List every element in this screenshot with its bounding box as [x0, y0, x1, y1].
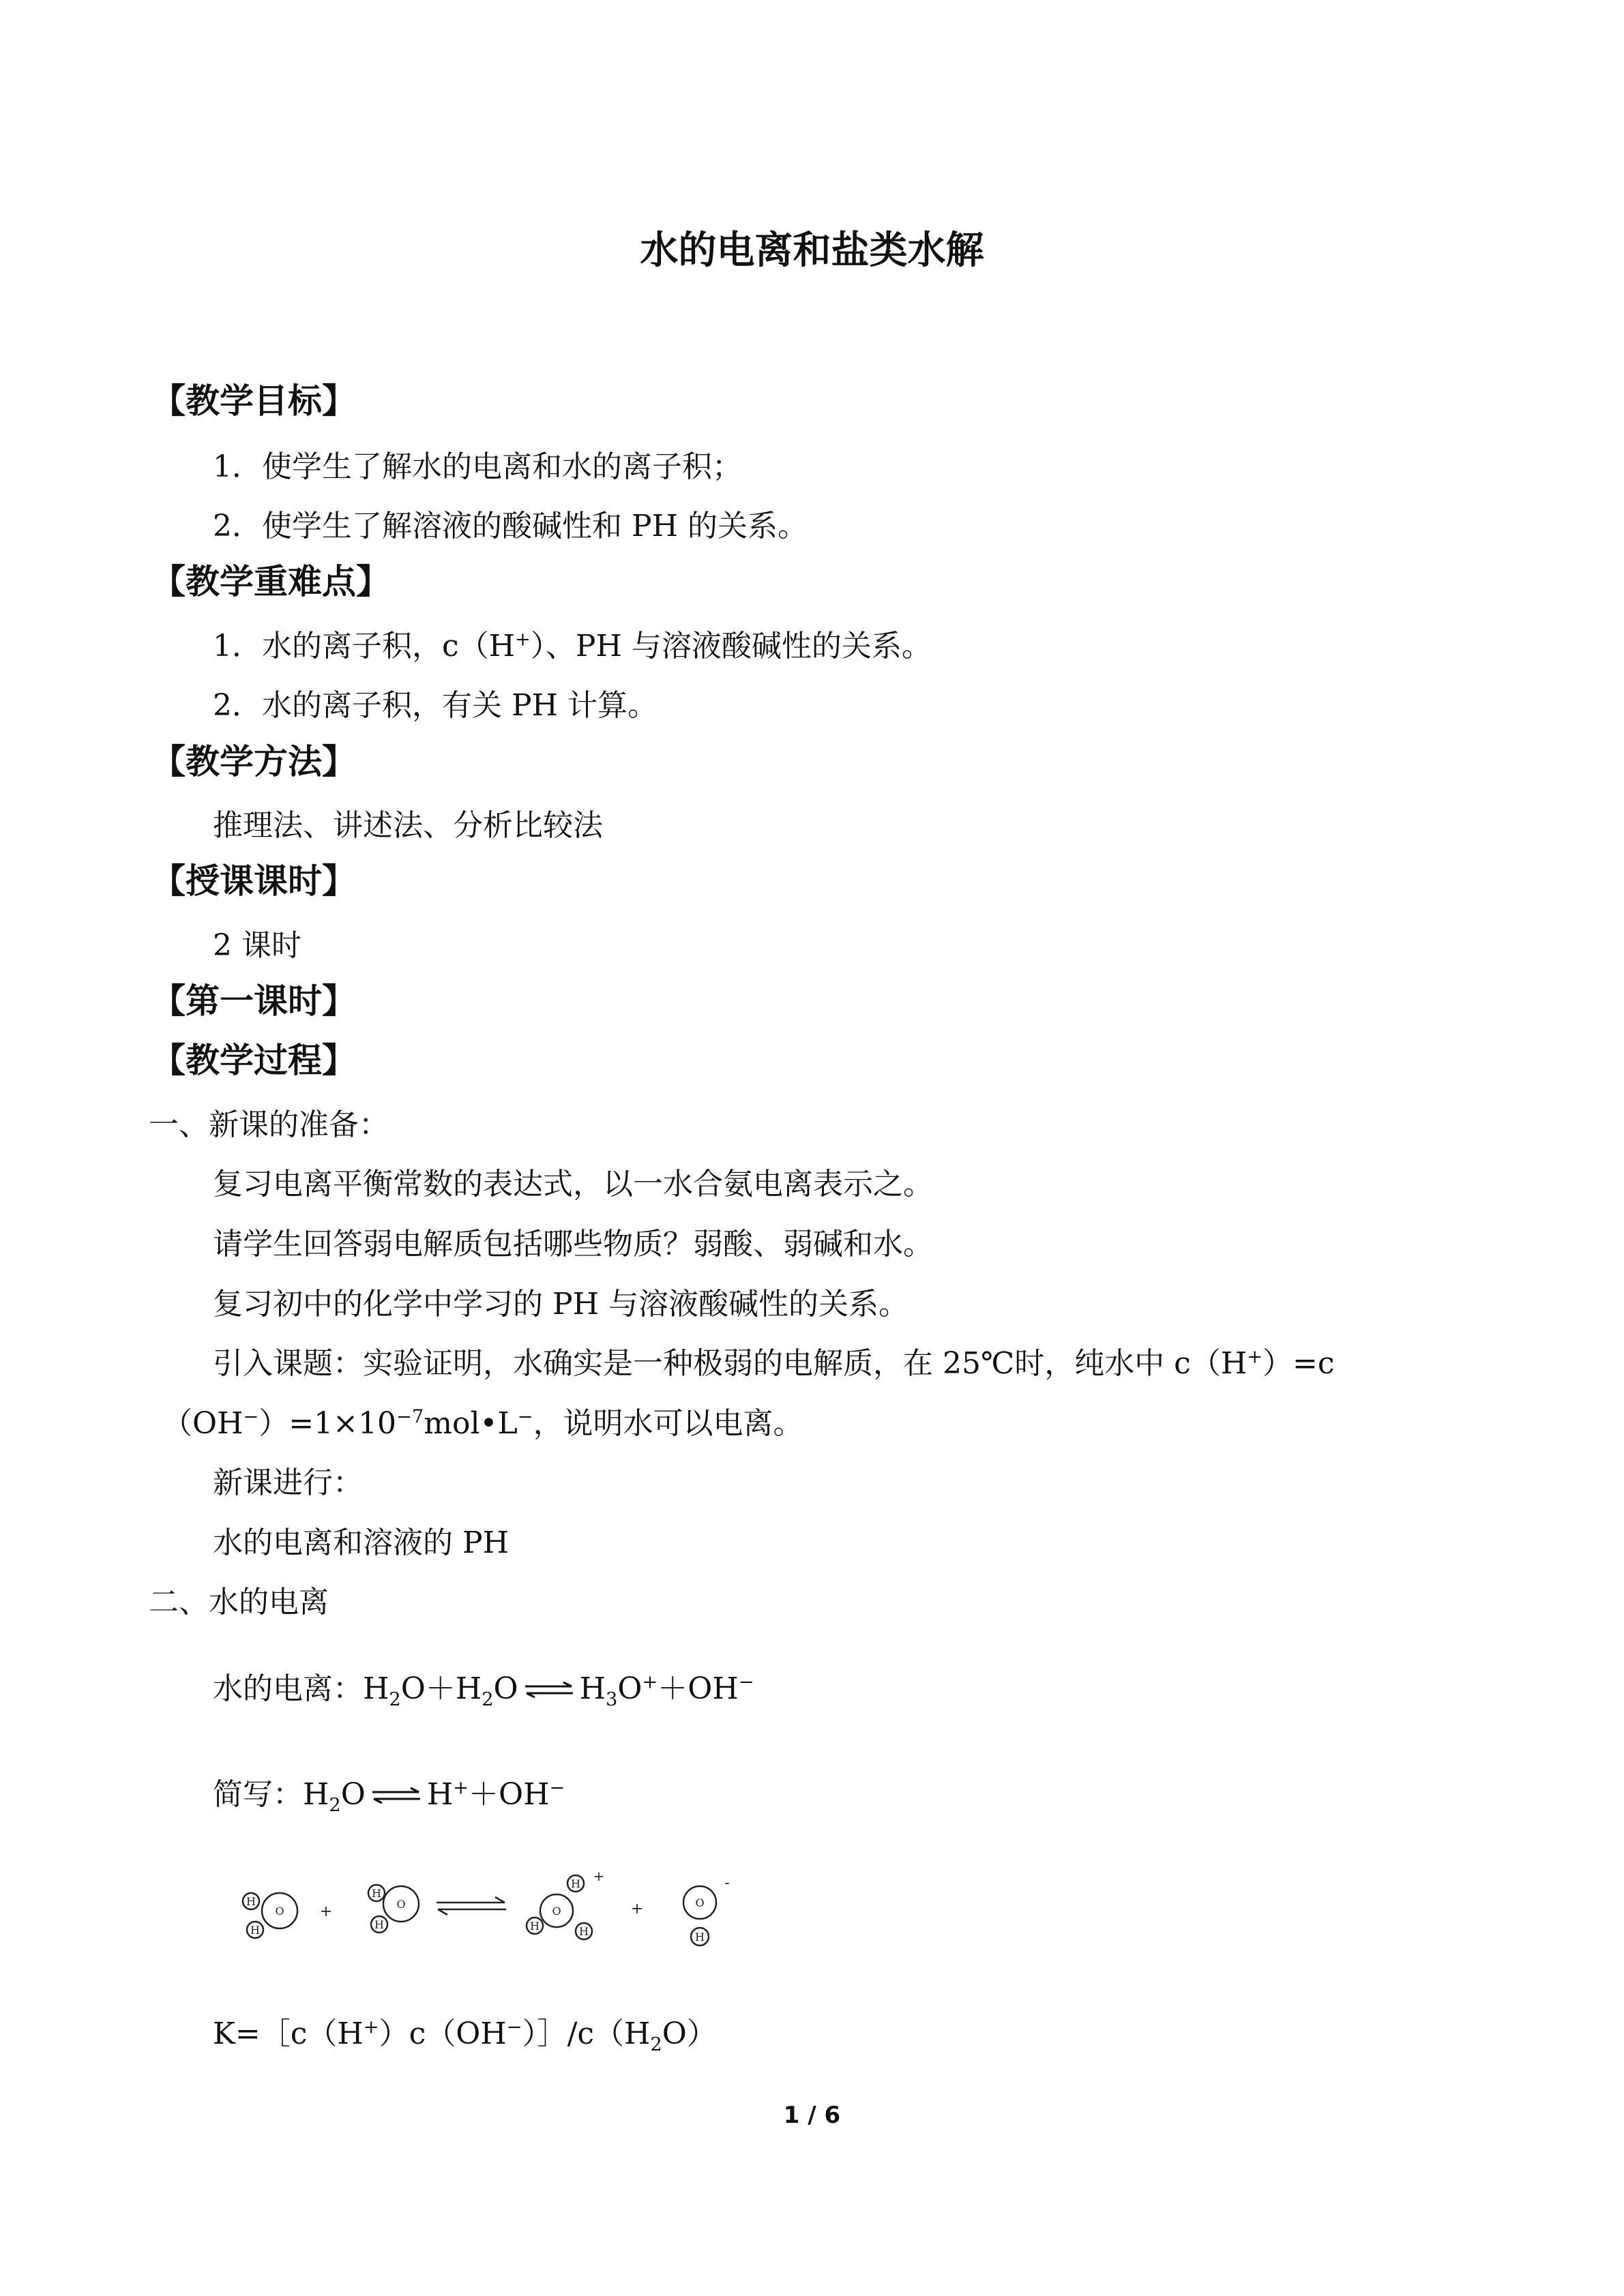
intro-line-1: 引入课题：实验证明，水确实是一种极弱的电解质，在 25℃时，纯水中 c（H+）=c: [213, 1346, 1335, 1381]
equilibrium-arrow-icon: [437, 1897, 506, 1915]
keypoints-heading: 【教学重难点】: [151, 562, 390, 601]
plus-sign: +: [319, 1903, 333, 1920]
atom-label: H: [246, 1895, 256, 1908]
plus-sign: +: [630, 1900, 644, 1918]
new-lesson-topic: 水的电离和溶液的 PH: [213, 1525, 509, 1560]
hydronium-ion: [527, 1868, 604, 1939]
methods-heading: 【教学方法】: [151, 742, 356, 781]
new-lesson-label: 新课进行：: [213, 1465, 363, 1500]
atom-label: O: [695, 1896, 705, 1909]
methods-text: 推理法、讲述法、分析比较法: [213, 808, 603, 843]
atom-label: H: [530, 1920, 540, 1933]
atom-label: H: [695, 1930, 705, 1943]
review-line-1: 复习电离平衡常数的表达式，以一水合氨电离表示之。: [213, 1167, 933, 1202]
equilibrium-arrow-icon: [522, 1680, 576, 1703]
ionization-equation: 水的电离：$H_2O+H_2O$ $H_3O^++OH^-$: [213, 1671, 754, 1710]
page-number: 1 / 6: [783, 2102, 841, 2129]
atom-label: O: [396, 1898, 406, 1911]
water-molecule-1: [243, 1893, 297, 1938]
atom-label: H: [579, 1925, 589, 1938]
review-line-3: 复习初中的化学中学习的 PH 与溶液酸碱性的关系。: [213, 1287, 909, 1322]
hours-heading: 【授课课时】: [151, 861, 356, 901]
atom-label: H: [372, 1887, 381, 1900]
review-line-2: 请学生回答弱电解质包括哪些物质？弱酸、弱碱和水。: [213, 1227, 933, 1262]
part1-heading: 一、新课的准备：: [149, 1107, 389, 1142]
atom-label: O: [552, 1905, 561, 1918]
goal-item-2: 2．使学生了解溶液的酸碱性和 PH 的关系。: [213, 509, 808, 543]
atom-label: H: [571, 1877, 580, 1890]
hours-text: 2 课时: [213, 928, 301, 963]
keypoint-item-2: 2．水的离子积，有关 PH 计算。: [213, 688, 658, 723]
positive-charge: +: [593, 1868, 605, 1884]
atom-label: H: [374, 1918, 384, 1931]
page-title: 水的电离和盐类水解: [640, 228, 984, 273]
negative-charge: -: [724, 1875, 730, 1892]
water-molecule-2: [368, 1885, 419, 1933]
short-equation: 简写：$H_2O$ H+＋OH−: [213, 1777, 565, 1816]
first-lesson-heading: 【第一课时】: [151, 981, 356, 1021]
keypoint-item-1: 1．水的离子积，c（H+）、PH 与溶液酸碱性的关系。: [213, 629, 932, 664]
atom-label: H: [250, 1924, 260, 1937]
intro-line-2: $(OH^-)=1\times 10^{-7}mol•L^-$，说明水可以电离。: [162, 1406, 803, 1441]
atom-label: O: [275, 1905, 284, 1918]
goal-item-1: 1．使学生了解水的电离和水的离子积；: [213, 449, 742, 484]
process-heading: 【教学过程】: [151, 1041, 356, 1080]
equilibrium-arrow-icon: [370, 1785, 423, 1808]
goals-heading: 【教学目标】: [151, 381, 356, 421]
part2-heading: 二、水的电离: [149, 1585, 329, 1620]
equilibrium-constant: $K=[c(H^+)c(OH^-)]/c(H_2O)$: [213, 2016, 717, 2055]
hydroxide-ion: [683, 1875, 730, 1945]
water-ionization-diagram: [225, 1868, 771, 1978]
